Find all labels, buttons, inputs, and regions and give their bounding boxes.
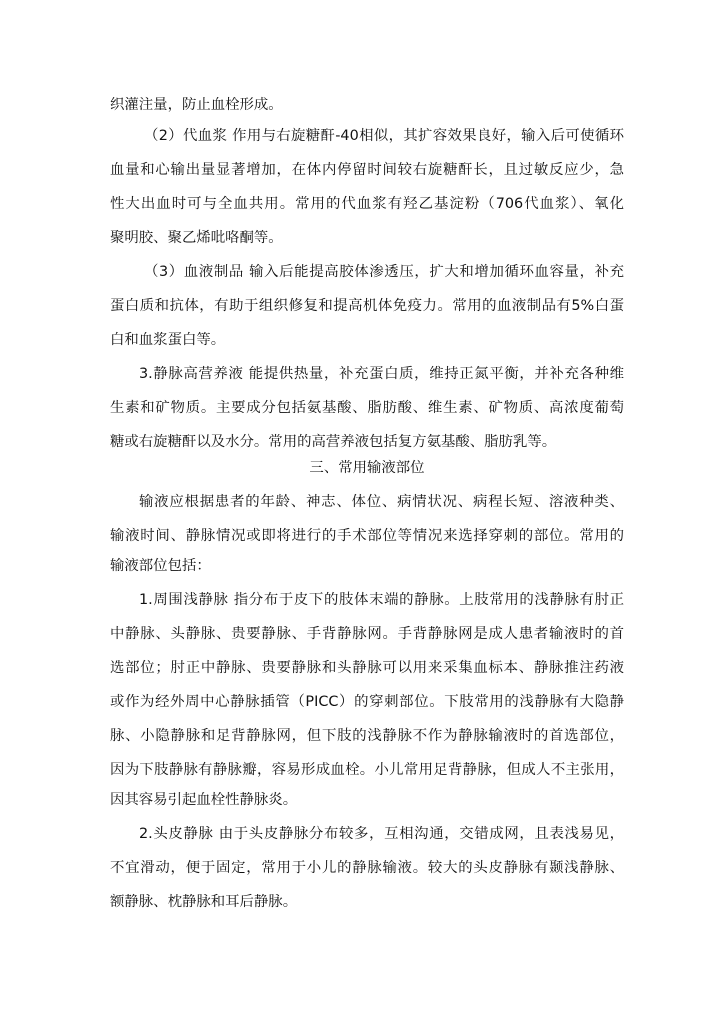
text-line: 聚明胶、聚乙烯吡咯酮等。 [110,230,283,246]
text-line: 性大出血时可与全血共用。常用的代血浆有羟乙基淀粉（706代血浆）、氧化 [110,196,624,212]
text-line: 糖或右旋糖酐以及水分。常用的高营养液包括复方氨基酸、脂肪乳等。 [110,434,557,450]
text-line: 不宜滑动，便于固定，常用于小儿的静脉输液。较大的头皮静脉有颞浅静脉、 [110,860,624,876]
text-line: 脉、小隐静脉和足背静脉网，但下肢的浅静脉不作为静脉输液时的首选部位， [110,728,624,744]
text-line: 血量和心输出量显著增加，在体内停留时间较右旋糖酐长，且过敏反应少，急 [110,162,624,178]
text-line: 因为下肢静脉有静脉瓣，容易形成血栓。小儿常用足背静脉，但成人不主张用， [110,762,624,778]
text-line: 输液应根据患者的年龄、神志、体位、病情状况、病程长短、溶液种类、 [139,494,624,510]
section-heading: 三、常用输液部位 [309,460,425,476]
text-line: （3）血液制品 输入后能提高胶体渗透压，扩大和增加循环血容量，补充 [144,264,624,280]
text-line: 输液部位包括： [110,558,211,574]
text-line: 额静脉、枕静脉和耳后静脉。 [110,894,298,910]
text-line: 输液时间、静脉情况或即将进行的手术部位等情况来选择穿刺的部位。常用的 [110,528,624,544]
text-line: 白和血浆蛋白等。 [110,332,226,348]
text-line: 因其容易引起血栓性静脉炎。 [110,792,298,808]
text-line: 或作为经外周中心静脉插管（PICC）的穿刺部位。下肢常用的浅静脉有大隐静 [110,694,624,710]
text-line: 蛋白质和抗体，有助于组织修复和提高机体免疫力。常用的血液制品有5%白蛋 [110,298,624,314]
text-line: 织灌注量，防止血栓形成。 [110,97,283,113]
text-line: （2）代血浆 作用与右旋糖酐-40相似，其扩容效果良好，输入后可使循环 [144,128,624,144]
text-line: 1.周围浅静脉 指分布于皮下的肢体末端的静脉。上肢常用的浅静脉有肘正 [139,592,624,608]
text-line: 2.头皮静脉 由于头皮静脉分布较多，互相沟通，交错成网，且表浅易见， [139,826,624,842]
text-line: 生素和矿物质。主要成分包括氨基酸、脂肪酸、维生素、矿物质、高浓度葡萄 [110,400,624,416]
text-line: 中静脉、头静脉、贵要静脉、手背静脉网。手背静脉网是成人患者输液时的首 [110,626,624,642]
text-line: 选部位；肘正中静脉、贵要静脉和头静脉可以用来采集血标本、静脉推注药液 [110,660,624,676]
text-line: 3.静脉高营养液 能提供热量，补充蛋白质，维持正氮平衡，并补充各种维 [139,366,624,382]
